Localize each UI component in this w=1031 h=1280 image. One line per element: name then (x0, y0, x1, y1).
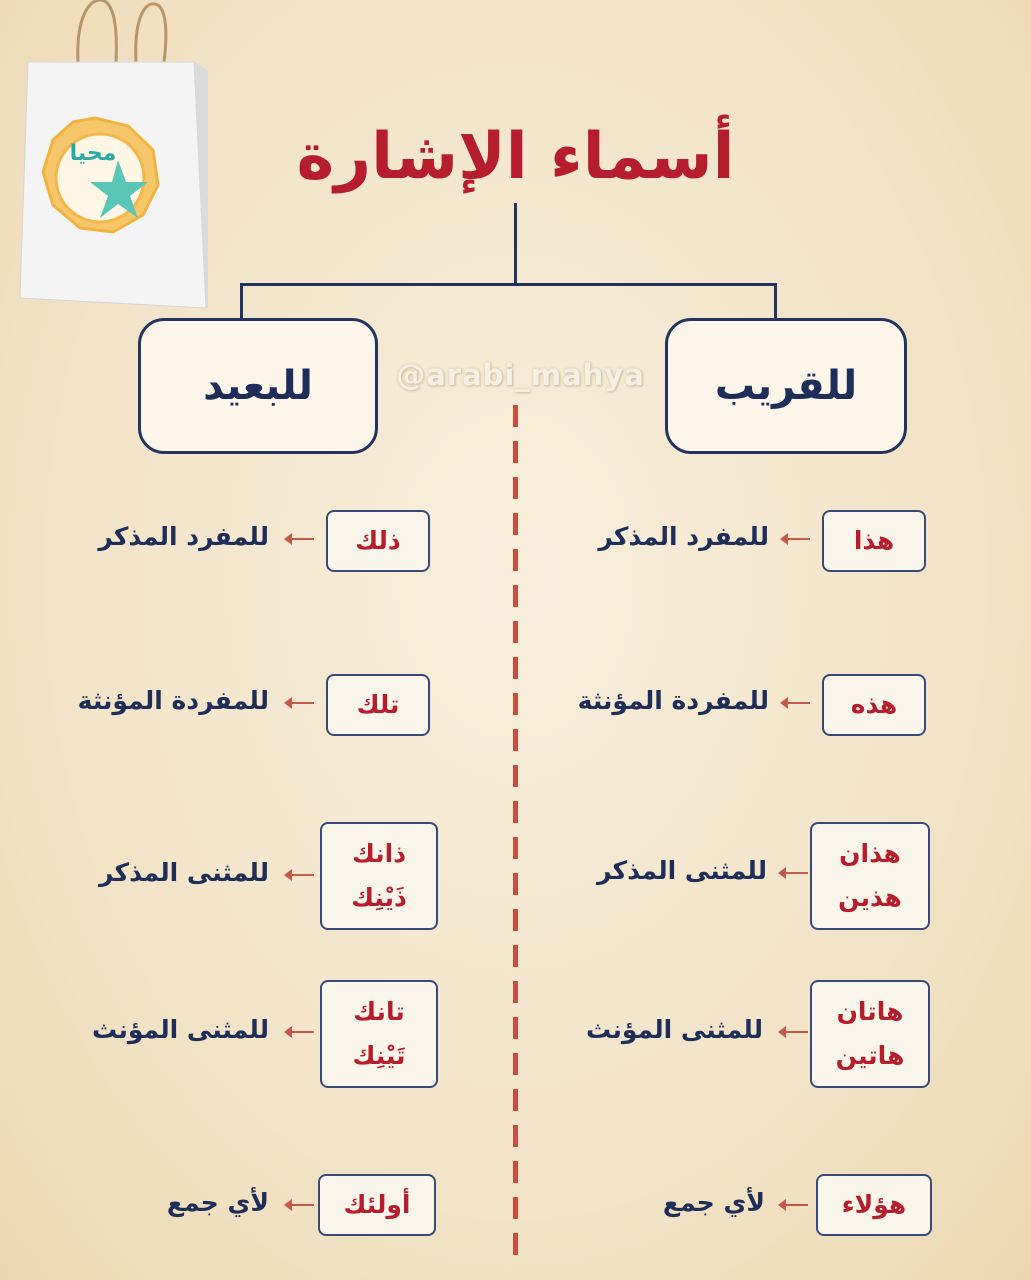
far-word: تلك (356, 690, 400, 719)
near-word: هاتان (836, 997, 904, 1026)
far-word: تَيْنِك (352, 1041, 406, 1070)
near-word-box (816, 1174, 932, 1236)
near-word: هذين (838, 883, 902, 912)
near-word: هذه (850, 690, 898, 719)
far-desc: للمثنى المذكر (98, 858, 269, 887)
near-word-box (822, 510, 926, 572)
connector-right (774, 283, 777, 321)
near-desc: للمثنى المذكر (596, 856, 767, 885)
far-word: ذلك (355, 526, 401, 555)
connector-trunk (514, 203, 517, 285)
near-header: للقريب (714, 363, 858, 409)
arrow-icon (290, 702, 314, 704)
arrow-icon (786, 538, 810, 540)
far-header: للبعيد (203, 363, 313, 409)
arrow-icon (290, 1204, 314, 1206)
near-word: هذان (839, 839, 901, 868)
near-word-box (822, 674, 926, 736)
arrow-icon (786, 702, 810, 704)
watermark: @arabi_mahya (396, 358, 645, 392)
arrow-icon (784, 872, 808, 874)
far-word-box (326, 674, 430, 736)
near-desc: للمثنى المؤنث (585, 1015, 763, 1044)
near-word: هذا (853, 526, 895, 555)
connector-left (240, 283, 243, 321)
divider-dashed-line (513, 405, 518, 1260)
far-word: ذانك (351, 839, 407, 868)
far-word-box (318, 1174, 436, 1236)
near-desc: للمفردة المؤنثة (577, 686, 769, 715)
far-desc: للمفرد المذكر (98, 522, 269, 551)
near-header-box (665, 318, 907, 454)
near-desc: لأي جمع (662, 1188, 765, 1217)
near-word-box (810, 822, 930, 930)
far-word-box (320, 980, 438, 1088)
far-desc: للمثنى المؤنث (91, 1015, 269, 1044)
near-desc: للمفرد المذكر (598, 522, 769, 551)
far-word: ذَيْنِك (351, 883, 407, 912)
near-word-box (810, 980, 930, 1088)
far-word: تانك (353, 997, 405, 1026)
far-word-box (320, 822, 438, 930)
page-title: أسماء الإشارة (296, 120, 735, 194)
far-desc: للمفردة المؤنثة (77, 686, 269, 715)
far-desc: لأي جمع (166, 1188, 269, 1217)
arrow-icon (784, 1204, 808, 1206)
far-word-box (326, 510, 430, 572)
far-header-box (138, 318, 378, 454)
arrow-icon (290, 1031, 314, 1033)
connector-bar (240, 283, 777, 286)
arrow-icon (290, 874, 314, 876)
arrow-icon (784, 1031, 808, 1033)
far-word: أولئك (343, 1190, 411, 1219)
near-word: هؤلاء (841, 1190, 907, 1219)
arrow-icon (290, 538, 314, 540)
near-word: هاتين (835, 1041, 905, 1070)
logo-text: محيا (69, 141, 117, 166)
